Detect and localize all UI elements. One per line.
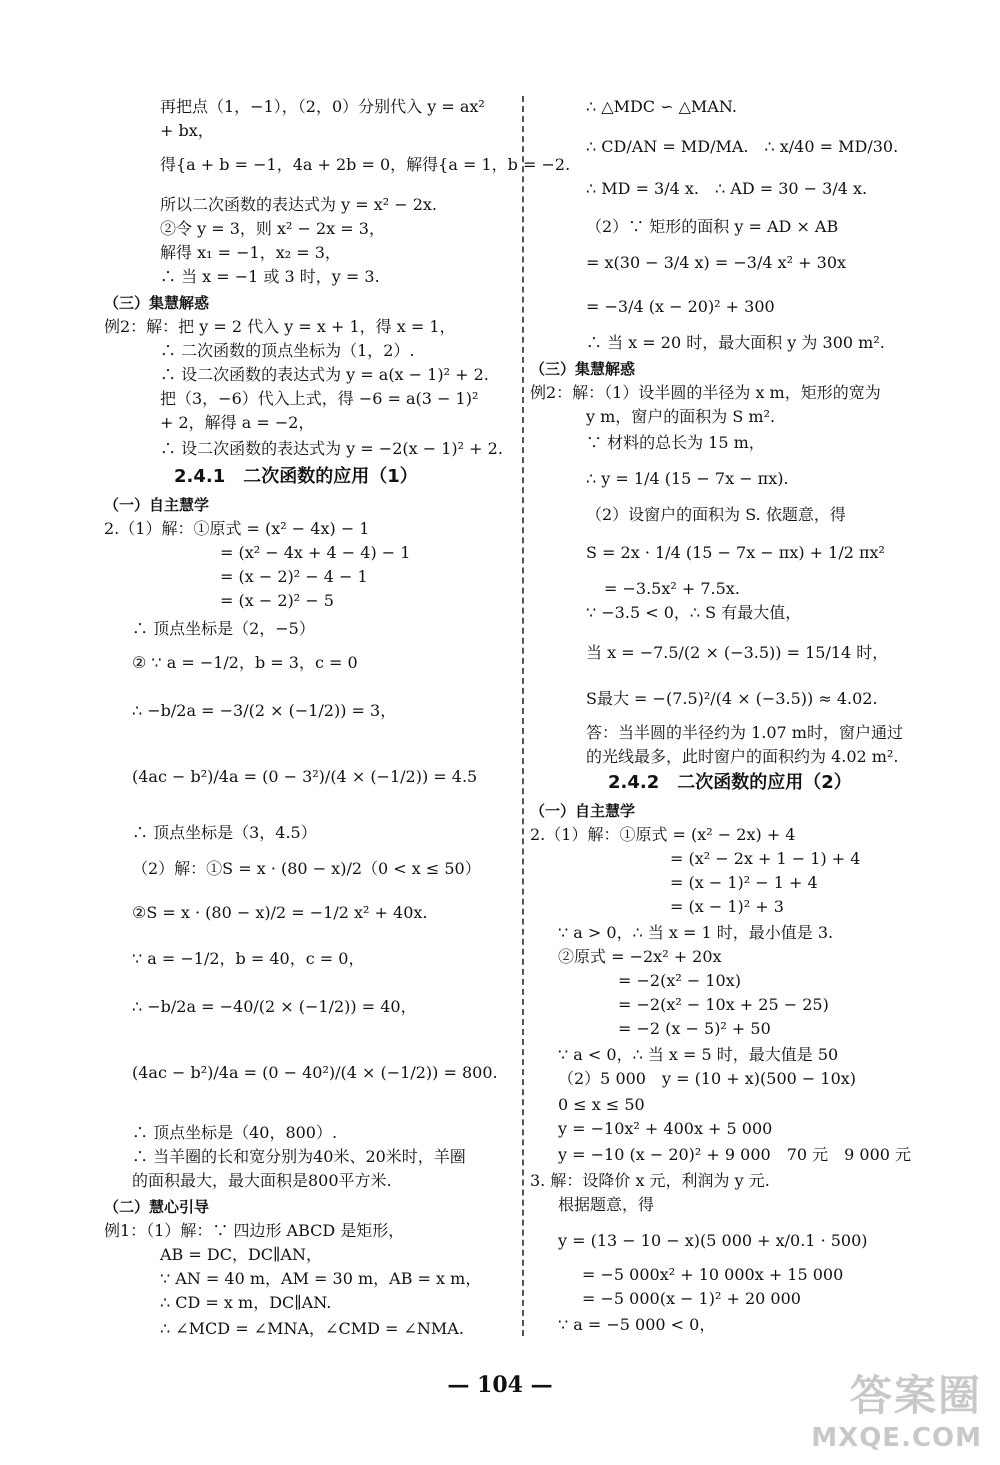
text-line: ∴ 顶点坐标是（40，800）. [132,1123,338,1142]
text-line: = −5 000(x − 1)² + 20 000 [582,1289,801,1308]
text-line: 根据题意，得 [558,1195,655,1214]
watermark-logo: 答案圈 [849,1371,982,1420]
text-line: （2）解：①S = x · (80 − x)/2（0 < x ≤ 50） [132,859,481,878]
text-line: ∴ 当 x = 20 时，最大面积 y 为 300 m². [586,333,885,352]
text-line: 当 x = −7.5/(2 × (−3.5)) = 15/14 时， [586,643,889,662]
text-line: 3. 解：设降价 x 元，利润为 y 元. [530,1171,770,1190]
text-line: = −5 000x² + 10 000x + 15 000 [582,1265,844,1284]
text-line: 的面积最大，最大面积是800平方米. [132,1171,392,1190]
text-line: 例1：（1）解：∵ 四边形 ABCD 是矩形， [104,1221,405,1240]
text-line: ∴ 当 x = −1 或 3 时，y = 3. [160,267,380,286]
text-line: 把（3，−6）代入上式，得 −6 = a(3 − 1)² [160,389,479,408]
text-line: 2.（1）解：①原式 = (x² − 2x) + 4 [530,825,796,844]
text-line: y = −10x² + 400x + 5 000 [558,1119,773,1138]
text-line: (4ac − b²)/4a = (0 − 40²)/(4 × (−1/2)) = 800. [132,1063,498,1082]
text-line: （2）5 000 y = (10 + x)(500 − 10x) [558,1069,857,1088]
text-line: ∴ 设二次函数的表达式为 y = −2(x − 1)² + 2. [160,439,503,458]
text-line: ∴ CD = x m，DC∥AN. [160,1293,332,1312]
text-line: （2）设窗户的面积为 S. 依题意，得 [586,505,846,524]
section-heading: （三）集慧解惑 [104,294,210,312]
text-line: ∵ −3.5 < 0，∴ S 有最大值， [586,603,802,622]
text-line: 得{a + b = −1，4a + 2b = 0，解得{a = 1，b = −2. [160,155,571,174]
text-line: ∵ a < 0，∴ 当 x = 5 时，最大值是 50 [558,1045,839,1064]
text-line: ∵ 材料的总长为 15 m， [586,433,765,452]
text-line: ∴ ∠MCD = ∠MNA，∠CMD = ∠NMA. [160,1319,464,1338]
watermark-url: MXQE.COM [811,1423,982,1453]
text-line: = (x − 1)² − 1 + 4 [670,873,818,892]
text-line: = (x − 1)² + 3 [670,897,784,916]
text-line: ②S = x · (80 − x)/2 = −1/2 x² + 40x. [132,903,428,922]
text-line: ∴ CD/AN = MD/MA. ∴ x/40 = MD/30. [586,137,899,156]
text-line: ∴ y = 1/4 (15 − 7x − πx). [586,469,789,488]
section-heading: （三）集慧解惑 [530,360,636,378]
text-line: 例2：解：（1）设半圆的半径为 x m，矩形的宽为 [530,383,881,402]
text-line: 答：当半圆的半径约为 1.07 m时，窗户通过 [586,723,903,742]
text-line: = −2 (x − 5)² + 50 [618,1019,771,1038]
text-line: + 2，解得 a = −2， [160,413,315,432]
watermark [811,1363,982,1453]
text-line: y m，窗户的面积为 S m². [586,407,776,426]
text-line: ∴ MD = 3/4 x. ∴ AD = 30 − 3/4 x. [586,179,868,198]
text-line: AB = DC，DC∥AN， [160,1245,322,1264]
text-line: y = −10 (x − 20)² + 9 000 70 元 9 000 元 [558,1145,912,1164]
section-title: 2.4.2 二次函数的应用（2） [608,772,852,793]
text-line: = −2(x² − 10x + 25 − 25) [618,995,829,1014]
text-line: S最大 = −(7.5)²/(4 × (−3.5)) ≈ 4.02. [586,689,878,708]
text-line: ②令 y = 3，则 x² − 2x = 3， [160,219,385,238]
text-line: = −3/4 (x − 20)² + 300 [586,297,775,316]
text-line: 例2：解：把 y = 2 代入 y = x + 1，得 x = 1， [104,317,456,336]
text-line: y = (13 − 10 − x)(5 000 + x/0.1 · 500) [558,1231,868,1250]
text-line: ② ∵ a = −1/2，b = 3，c = 0 [132,653,358,672]
section-heading: （一）自主慧学 [530,802,636,820]
text-line: = −2(x² − 10x) [618,971,741,990]
text-line: = −3.5x² + 7.5x. [604,579,740,598]
column-divider [522,96,524,1336]
text-line: ∴ −b/2a = −3/(2 × (−1/2)) = 3， [132,701,397,720]
text-line: + bx， [160,121,214,140]
text-line: ∴ −b/2a = −40/(2 × (−1/2)) = 40， [132,997,417,1016]
text-line: ∴ 设二次函数的表达式为 y = a(x − 1)² + 2. [160,365,489,384]
text-line: 的光线最多，此时窗户的面积约为 4.02 m². [586,747,899,766]
text-line: ∴ 顶点坐标是（3，4.5） [132,823,317,842]
text-line: = (x² − 2x + 1 − 1) + 4 [670,849,861,868]
text-line: 再把点（1，−1），（2，0）分别代入 y = ax² [160,97,485,116]
text-line: （2）∵ 矩形的面积 y = AD × AB [586,217,839,236]
section-heading: （一）自主慧学 [104,496,210,514]
text-line: ∴ 当羊圈的长和宽分别为40米、20米时，羊圈 [132,1147,466,1166]
text-line: ②原式 = −2x² + 20x [558,947,722,966]
text-line: = (x² − 4x + 4 − 4) − 1 [220,543,411,562]
text-line: ∴ 顶点坐标是（2，−5） [132,619,315,638]
text-line: (4ac − b²)/4a = (0 − 3²)/(4 × (−1/2)) = 4.5 [132,767,478,786]
text-line: 2.（1）解：①原式 = (x² − 4x) − 1 [104,519,370,538]
page-number: — 104 — [447,1372,553,1398]
text-line: ∵ a = −5 000 < 0， [558,1315,716,1334]
text-line: ∵ a = −1/2，b = 40，c = 0， [132,949,365,968]
text-line: ∵ a > 0，∴ 当 x = 1 时，最小值是 3. [558,923,834,942]
text-line: ∵ AN = 40 m，AM = 30 m，AB = x m， [160,1269,482,1288]
section-heading: （二）慧心引导 [104,1198,210,1216]
text-line: = x(30 − 3/4 x) = −3/4 x² + 30x [586,253,847,272]
text-line: = (x − 2)² − 5 [220,591,334,610]
text-line: 所以二次函数的表达式为 y = x² − 2x. [160,195,438,214]
section-title: 2.4.1 二次函数的应用（1） [174,466,418,487]
text-line: 解得 x₁ = −1，x₂ = 3， [160,243,341,262]
text-line: 0 ≤ x ≤ 50 [558,1095,645,1114]
text-line: S = 2x · 1/4 (15 − 7x − πx) + 1/2 πx² [586,543,885,562]
text-line: ∴ 二次函数的顶点坐标为（1，2）. [160,341,415,360]
text-line: ∴ △MDC ∽ △MAN. [586,97,737,116]
text-line: = (x − 2)² − 4 − 1 [220,567,368,586]
